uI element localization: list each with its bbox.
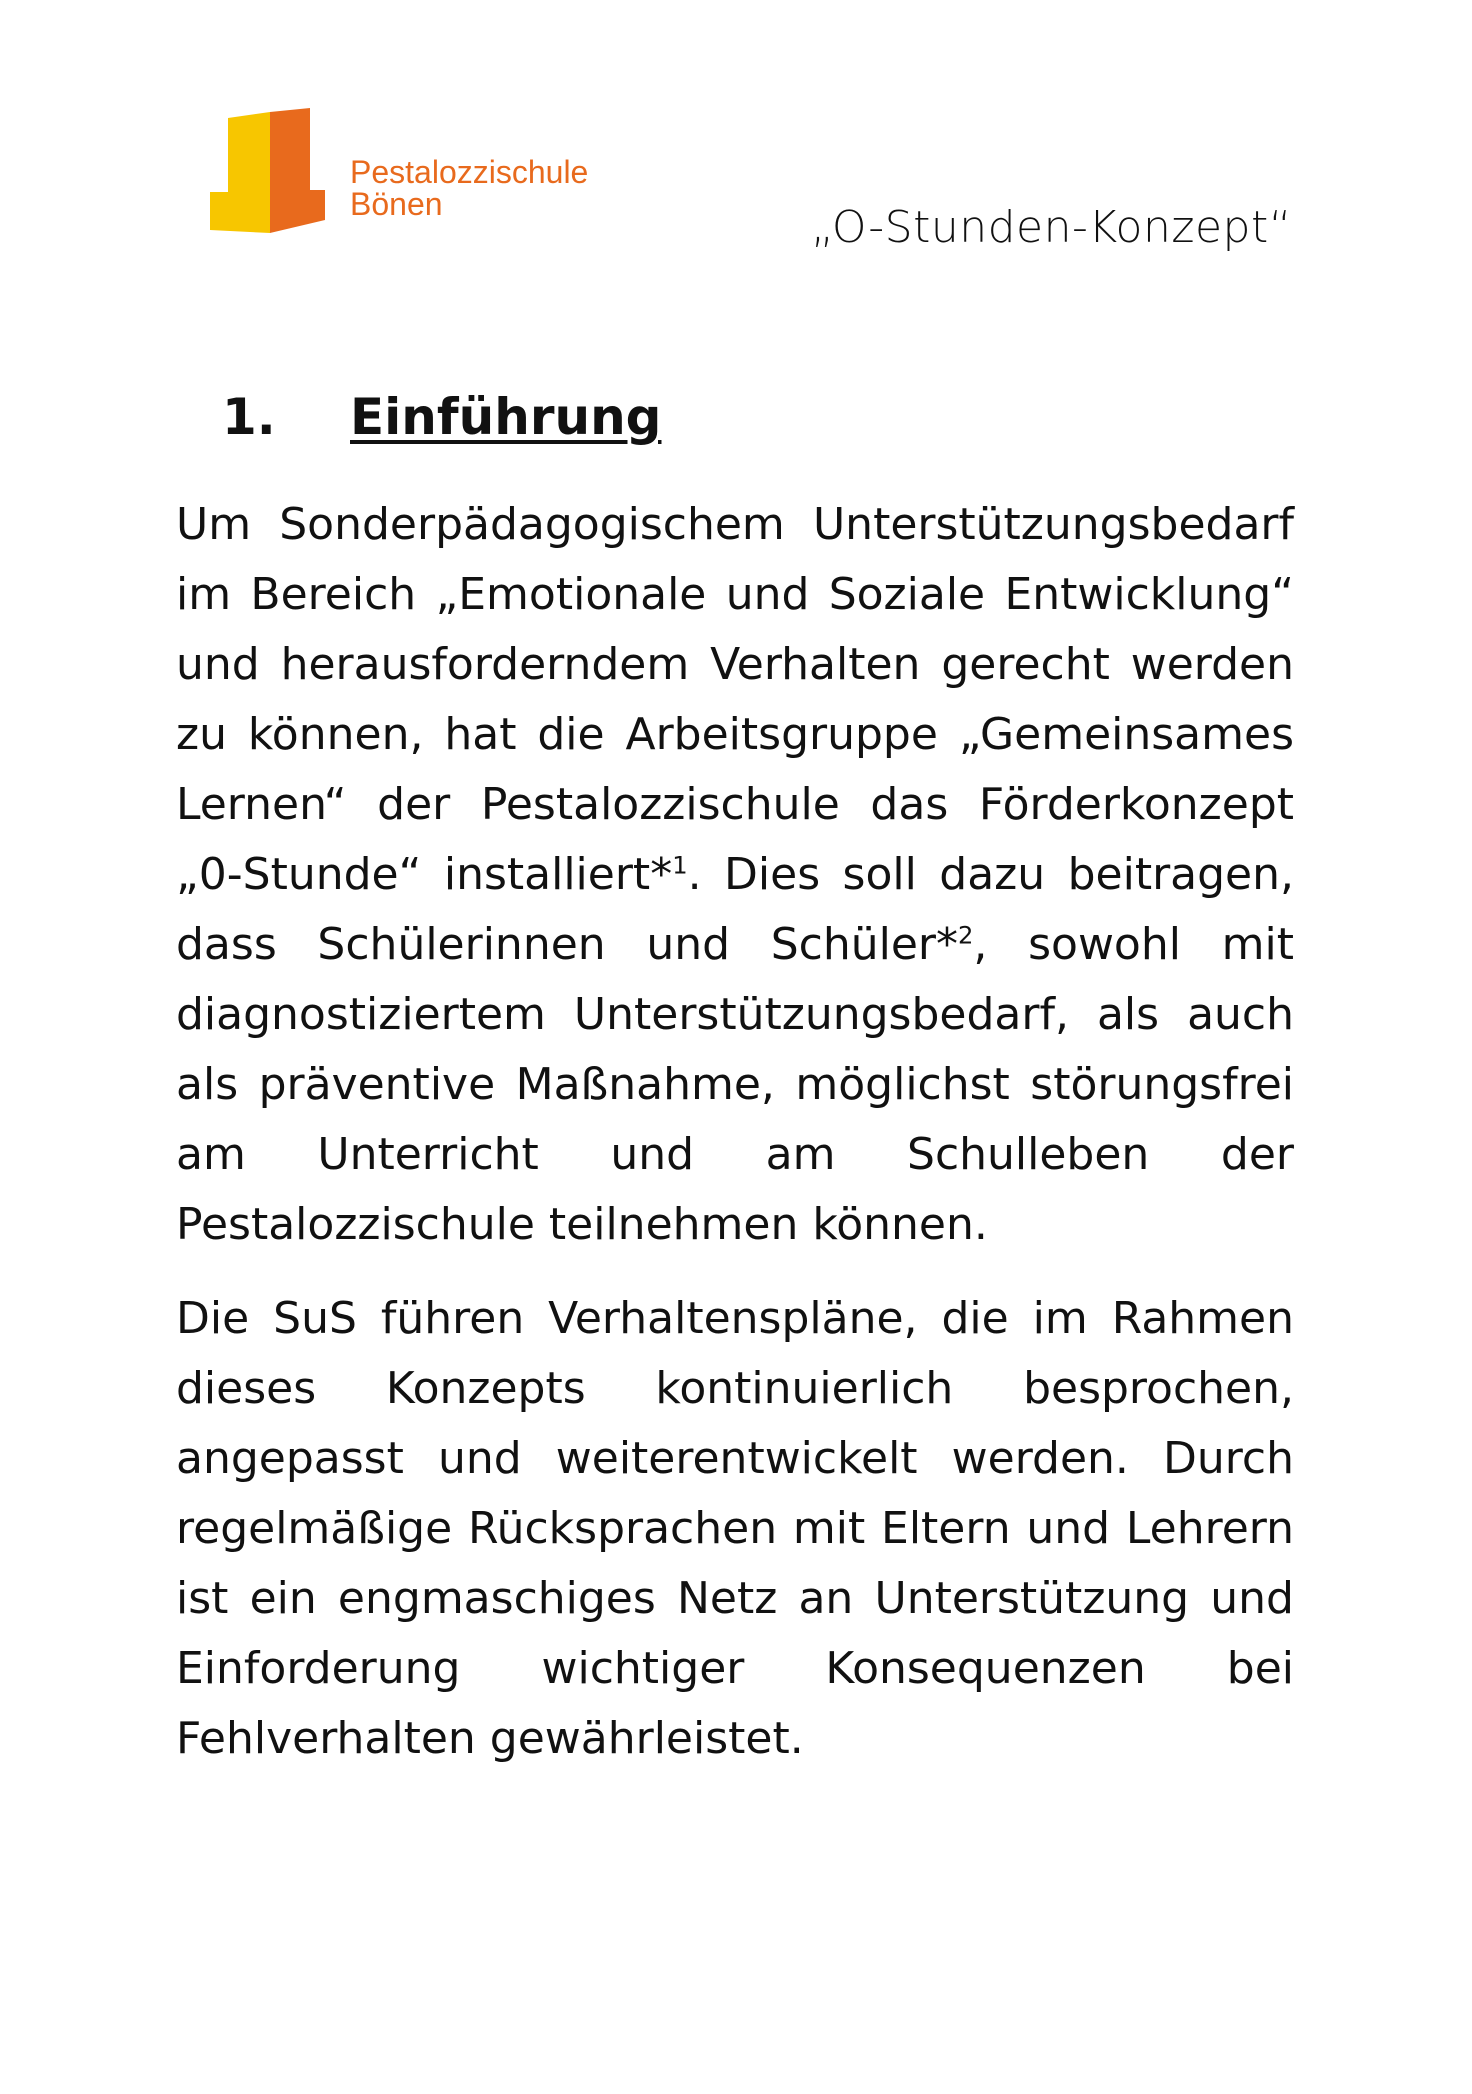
footnote-ref-2: 2 xyxy=(958,921,974,950)
section-title: Einführung xyxy=(350,388,662,446)
footnote-ref-1: 1 xyxy=(672,851,688,880)
logo-text xyxy=(350,156,588,220)
section-heading xyxy=(222,388,661,446)
school-logo xyxy=(210,108,630,238)
paragraph-1-part-c: , sowohl mit diagnostiziertem Unterstützungsbedarf, als auch als präventive Maßnahme, möglichst störungsfrei am Unterricht und am Schulleben der Pestalozzischule teilnehmen können. xyxy=(176,919,1294,1250)
paragraph-2: Die SuS führen Verhaltenspläne, die im Rahmen dieses Konzepts kontinuierlich besprochen, angepasst und weiterentwickelt werden. Durch regelmäßige Rücksprachen mit Eltern und Lehrern ist ein engmaschiges Netz an Unterstützung und Einforderung wichtiger Konsequenzen bei Fehlverhalten gewährleistet. xyxy=(176,1293,1294,1764)
school-building-logo-icon xyxy=(210,108,335,233)
logo-line-2: Bönen xyxy=(350,186,443,222)
body-text xyxy=(176,490,1294,1774)
paragraph-1-part-a: Um Sonderpädagogischem Unterstützungsbedarf im Bereich „Emotionale und Soziale Entwicklung“ und herausforderndem Verhalten gerecht werden zu können, hat die Arbeitsgruppe „Gemeinsames Lernen“ der Pestalozzischule das Förderkonzept „0-Stunde“ installiert* xyxy=(176,499,1294,900)
paragraph-1 xyxy=(176,490,1294,1260)
paragraph-1-part-b: . Dies soll dazu beitragen, dass Schülerinnen und Schüler* xyxy=(176,849,1294,970)
section-number: 1. xyxy=(222,388,276,446)
document-title: „O-Stunden-Konzept“ xyxy=(811,202,1292,253)
logo-line-1: Pestalozzischule xyxy=(350,154,589,190)
